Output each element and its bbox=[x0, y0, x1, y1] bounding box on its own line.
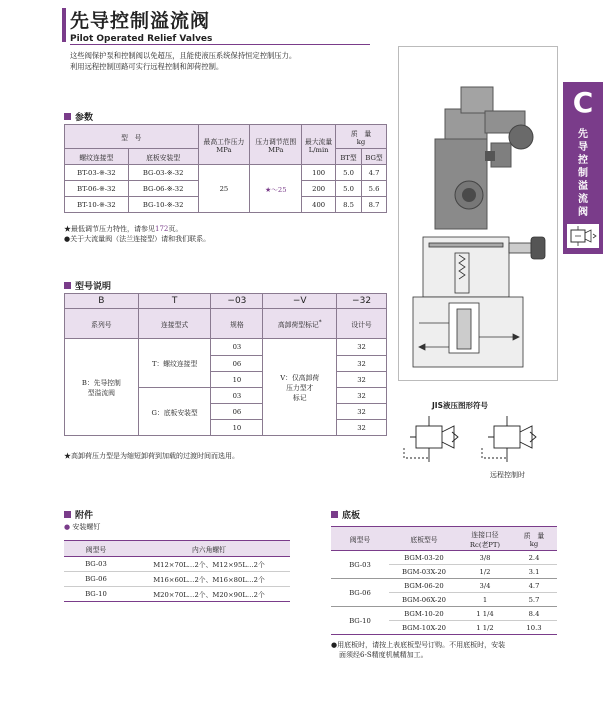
params-heading-text: 参数 bbox=[75, 113, 94, 123]
table-row bbox=[64, 557, 290, 572]
accessory-sub-text: 安装螺钉 bbox=[72, 523, 101, 531]
valve-photo bbox=[435, 87, 533, 229]
base-port: 3/4 bbox=[479, 581, 491, 590]
base-port: 1 1/4 bbox=[476, 609, 494, 618]
conn-thread: T：螺纹连接型 bbox=[138, 339, 211, 388]
accessory-model: BG-06 bbox=[85, 575, 107, 583]
base-heading bbox=[331, 508, 360, 521]
cell-range bbox=[250, 165, 302, 213]
base-plate: BGM-03X-20 bbox=[402, 567, 446, 576]
design-cell: 32 bbox=[337, 372, 387, 388]
params-heading bbox=[64, 110, 93, 123]
params-header-mass-label: 质 量 bbox=[350, 129, 372, 138]
params-header-pressure-unit: MPa bbox=[216, 145, 232, 154]
jis-symbol-diagram bbox=[402, 414, 552, 470]
base-plate: BGM-06-20 bbox=[404, 581, 444, 590]
page-subtitle: Pilot Operated Relief Valves bbox=[70, 34, 213, 44]
table-row bbox=[331, 551, 557, 565]
base-port: 1/2 bbox=[479, 567, 491, 576]
accessory-col-screws: 内六角螺钉 bbox=[128, 541, 290, 557]
size-cell: 06 bbox=[211, 356, 263, 372]
params-header-bt: BT型 bbox=[336, 149, 362, 165]
cell-thread: BT-03-※-32 bbox=[65, 165, 129, 181]
params-header-plate: 底板安装型 bbox=[128, 149, 198, 165]
params-header-mass-unit: kg bbox=[356, 137, 366, 146]
table-row bbox=[331, 607, 557, 621]
base-model: BG-06 bbox=[331, 579, 389, 607]
cell-bt: 5.0 bbox=[336, 181, 362, 197]
base-col-port-label: 连接口径 bbox=[471, 530, 499, 539]
base-mass: 2.4 bbox=[528, 553, 540, 562]
side-tab-letter: C bbox=[572, 86, 594, 119]
design-cell: 32 bbox=[337, 420, 387, 436]
base-mass: 8.4 bbox=[528, 609, 540, 618]
base-port: 1 1/2 bbox=[476, 623, 494, 632]
intro-line: 利用远程控制回路可实行远程控制和卸荷控制。 bbox=[70, 62, 224, 71]
title-rule bbox=[70, 44, 370, 45]
accessory-sub bbox=[64, 522, 100, 532]
model-heading bbox=[64, 279, 111, 292]
design-cell: 32 bbox=[337, 356, 387, 372]
label-vent bbox=[263, 309, 337, 339]
section-side-tab bbox=[563, 82, 603, 254]
params-header-flow-label: 最大流量 bbox=[305, 137, 333, 146]
design-cell: 32 bbox=[337, 388, 387, 404]
params-header-pressure-label: 最高工作压力 bbox=[203, 137, 245, 146]
cell-thread: BT-10-※-32 bbox=[65, 197, 129, 213]
accessory-screws: M12×70L…2个、M12×95L…2个 bbox=[153, 561, 265, 569]
label-design: 设计号 bbox=[337, 309, 387, 339]
label-connection: 连接型式 bbox=[138, 309, 211, 339]
base-mass: 3.1 bbox=[528, 567, 540, 576]
series-desc-line: B：先导控制 bbox=[81, 379, 121, 387]
side-tab-char: 制 bbox=[578, 168, 588, 179]
side-tab-char: 阀 bbox=[578, 207, 588, 218]
section-square-icon bbox=[331, 511, 338, 518]
page-title: 先导控制溢流阀 bbox=[70, 10, 211, 32]
code-connection: T bbox=[138, 294, 211, 309]
params-notes bbox=[64, 224, 210, 244]
params-header-mass bbox=[336, 125, 387, 149]
params-table bbox=[64, 124, 387, 213]
size-cell: 06 bbox=[211, 404, 263, 420]
vent-desc-line: V：仅高卸荷 bbox=[280, 374, 320, 382]
design-cell: 32 bbox=[337, 404, 387, 420]
label-vent-text: 高卸荷型标记 bbox=[277, 320, 319, 329]
side-tab-char: 导 bbox=[578, 142, 588, 153]
valve-illustration bbox=[399, 47, 557, 380]
series-desc bbox=[65, 339, 139, 436]
accessory-screws: M20×70L…2个、M20×90L…2个 bbox=[153, 591, 265, 599]
size-cell: 10 bbox=[211, 420, 263, 436]
label-series: 系列号 bbox=[65, 309, 139, 339]
accessory-heading bbox=[64, 508, 93, 521]
size-cell: 03 bbox=[211, 388, 263, 404]
conn-plate: G：底板安装型 bbox=[138, 388, 211, 436]
accessory-heading-text: 附件 bbox=[75, 511, 94, 521]
note-text: ★最低调节压力特性，请参见 bbox=[64, 225, 155, 233]
valve-section-drawing bbox=[413, 237, 545, 367]
bullet-icon: ● bbox=[64, 523, 71, 531]
size-cell: 03 bbox=[211, 339, 263, 356]
jis-symbol-label: JIS液压图形符号 bbox=[432, 401, 488, 410]
side-tab-char: 先 bbox=[578, 129, 588, 140]
relief-symbol-standard bbox=[404, 416, 458, 462]
base-col-port-unit: Rc(老PT) bbox=[469, 540, 501, 549]
section-square-icon bbox=[64, 113, 71, 120]
model-heading-text: 型号说明 bbox=[75, 282, 112, 292]
jis-remote-label: 远程控制时 bbox=[490, 471, 525, 479]
intro-text bbox=[70, 50, 296, 72]
base-model: BG-03 bbox=[331, 551, 389, 579]
params-header-thread: 螺纹连接型 bbox=[65, 149, 129, 165]
accessory-model: BG-03 bbox=[85, 560, 107, 568]
size-cell: 10 bbox=[211, 372, 263, 388]
base-plate: BGM-03-20 bbox=[404, 553, 444, 562]
code-size: −03 bbox=[211, 294, 263, 309]
base-col-plate: 底板型号 bbox=[389, 527, 459, 551]
base-col-mass-unit: kg bbox=[529, 539, 539, 548]
cell-thread: BT-06-※-32 bbox=[65, 181, 129, 197]
base-mass: 4.7 bbox=[528, 581, 540, 590]
title-accent-bar bbox=[62, 8, 66, 42]
table-row bbox=[64, 587, 290, 602]
base-port: 3/8 bbox=[479, 553, 491, 562]
accessory-table bbox=[64, 540, 290, 602]
accessory-model: BG-10 bbox=[85, 590, 107, 598]
params-header-bg: BG型 bbox=[362, 149, 387, 165]
relief-valve-symbol-icon bbox=[567, 224, 599, 248]
base-plate: BGM-10-20 bbox=[404, 609, 444, 618]
side-tab-char: 流 bbox=[578, 194, 588, 205]
accessory-col-model: 阀型号 bbox=[64, 541, 128, 557]
cell-plate: BG-03-※-32 bbox=[128, 165, 198, 181]
cell-flow: 100 bbox=[302, 165, 336, 181]
section-square-icon bbox=[64, 511, 71, 518]
base-note bbox=[331, 640, 505, 660]
side-tab-char: 控 bbox=[578, 155, 588, 166]
base-model: BG-10 bbox=[331, 607, 389, 635]
params-header-flow bbox=[302, 125, 336, 165]
base-col-port bbox=[459, 527, 511, 551]
vent-desc-line: 压力型才 bbox=[286, 384, 314, 392]
base-port: 1 bbox=[482, 595, 488, 604]
code-series: B bbox=[65, 294, 139, 309]
cell-bt: 5.0 bbox=[336, 165, 362, 181]
side-tab-text bbox=[577, 128, 589, 219]
vent-desc-line: 标记 bbox=[292, 394, 307, 402]
code-vent: −V bbox=[263, 294, 337, 309]
model-table bbox=[64, 293, 387, 436]
params-note-2: ●关于大流量阀（法兰连接型）请和我们联系。 bbox=[64, 235, 211, 243]
base-heading-text: 底板 bbox=[342, 511, 361, 521]
params-header-range-label: 压力调节范围 bbox=[255, 137, 297, 146]
params-header-range-unit: MPa bbox=[268, 145, 284, 154]
series-desc-line: 型溢流阀 bbox=[87, 389, 115, 397]
cell-flow: 400 bbox=[302, 197, 336, 213]
params-header-pressure bbox=[198, 125, 250, 165]
base-col-mass bbox=[511, 527, 557, 551]
label-vent-star: * bbox=[318, 319, 322, 326]
page-link[interactable]: 172 bbox=[155, 225, 169, 233]
model-note: ★高卸荷压力型是为缩短卸荷到加载的过渡时间而选用。 bbox=[64, 452, 239, 460]
base-note-line: 面须经6-S精度机械精加工。 bbox=[339, 651, 428, 659]
params-note-1 bbox=[64, 224, 210, 234]
note-text: 页。 bbox=[168, 225, 183, 233]
base-mass: 5.7 bbox=[528, 595, 540, 604]
table-row bbox=[65, 165, 387, 181]
base-col-model: 阀型号 bbox=[331, 527, 389, 551]
params-header-range bbox=[250, 125, 302, 165]
side-tab-char: 溢 bbox=[578, 181, 588, 192]
cell-plate: BG-10-※-32 bbox=[128, 197, 198, 213]
cell-plate: BG-06-※-32 bbox=[128, 181, 198, 197]
intro-line: 这些阀保护泵和控制阀以免超压，且能使液压系统保持恒定控制压力。 bbox=[70, 51, 297, 60]
design-cell: 32 bbox=[337, 339, 387, 356]
table-row bbox=[64, 572, 290, 587]
params-header-flow-unit: L/min bbox=[308, 145, 329, 154]
accessory-screws: M16×60L…2个、M16×80L…2个 bbox=[153, 576, 265, 584]
base-note-line: ●用底板时，请按上表底板型号订购。不用底板时，安装 bbox=[331, 641, 506, 649]
cell-pressure: 25 bbox=[198, 165, 250, 213]
base-plate: BGM-10X-20 bbox=[402, 623, 446, 632]
relief-symbol-remote bbox=[482, 416, 536, 462]
cell-flow: 200 bbox=[302, 181, 336, 197]
params-header-model: 型 号 bbox=[65, 125, 199, 149]
base-col-mass-label: 质 量 bbox=[523, 531, 545, 540]
code-design: −32 bbox=[337, 294, 387, 309]
base-table bbox=[331, 526, 557, 635]
vent-desc bbox=[263, 339, 337, 436]
product-figure-box bbox=[398, 46, 558, 381]
base-plate: BGM-06X-20 bbox=[402, 595, 446, 604]
section-square-icon bbox=[64, 282, 71, 289]
cell-bg: 4.7 bbox=[362, 165, 387, 181]
label-size: 规格 bbox=[211, 309, 263, 339]
cell-bg: 8.7 bbox=[362, 197, 387, 213]
cell-bg: 5.6 bbox=[362, 181, 387, 197]
cell-bt: 8.5 bbox=[336, 197, 362, 213]
table-row bbox=[331, 579, 557, 593]
base-mass: 10.3 bbox=[526, 623, 542, 632]
range-value: ★～25 bbox=[264, 185, 287, 194]
